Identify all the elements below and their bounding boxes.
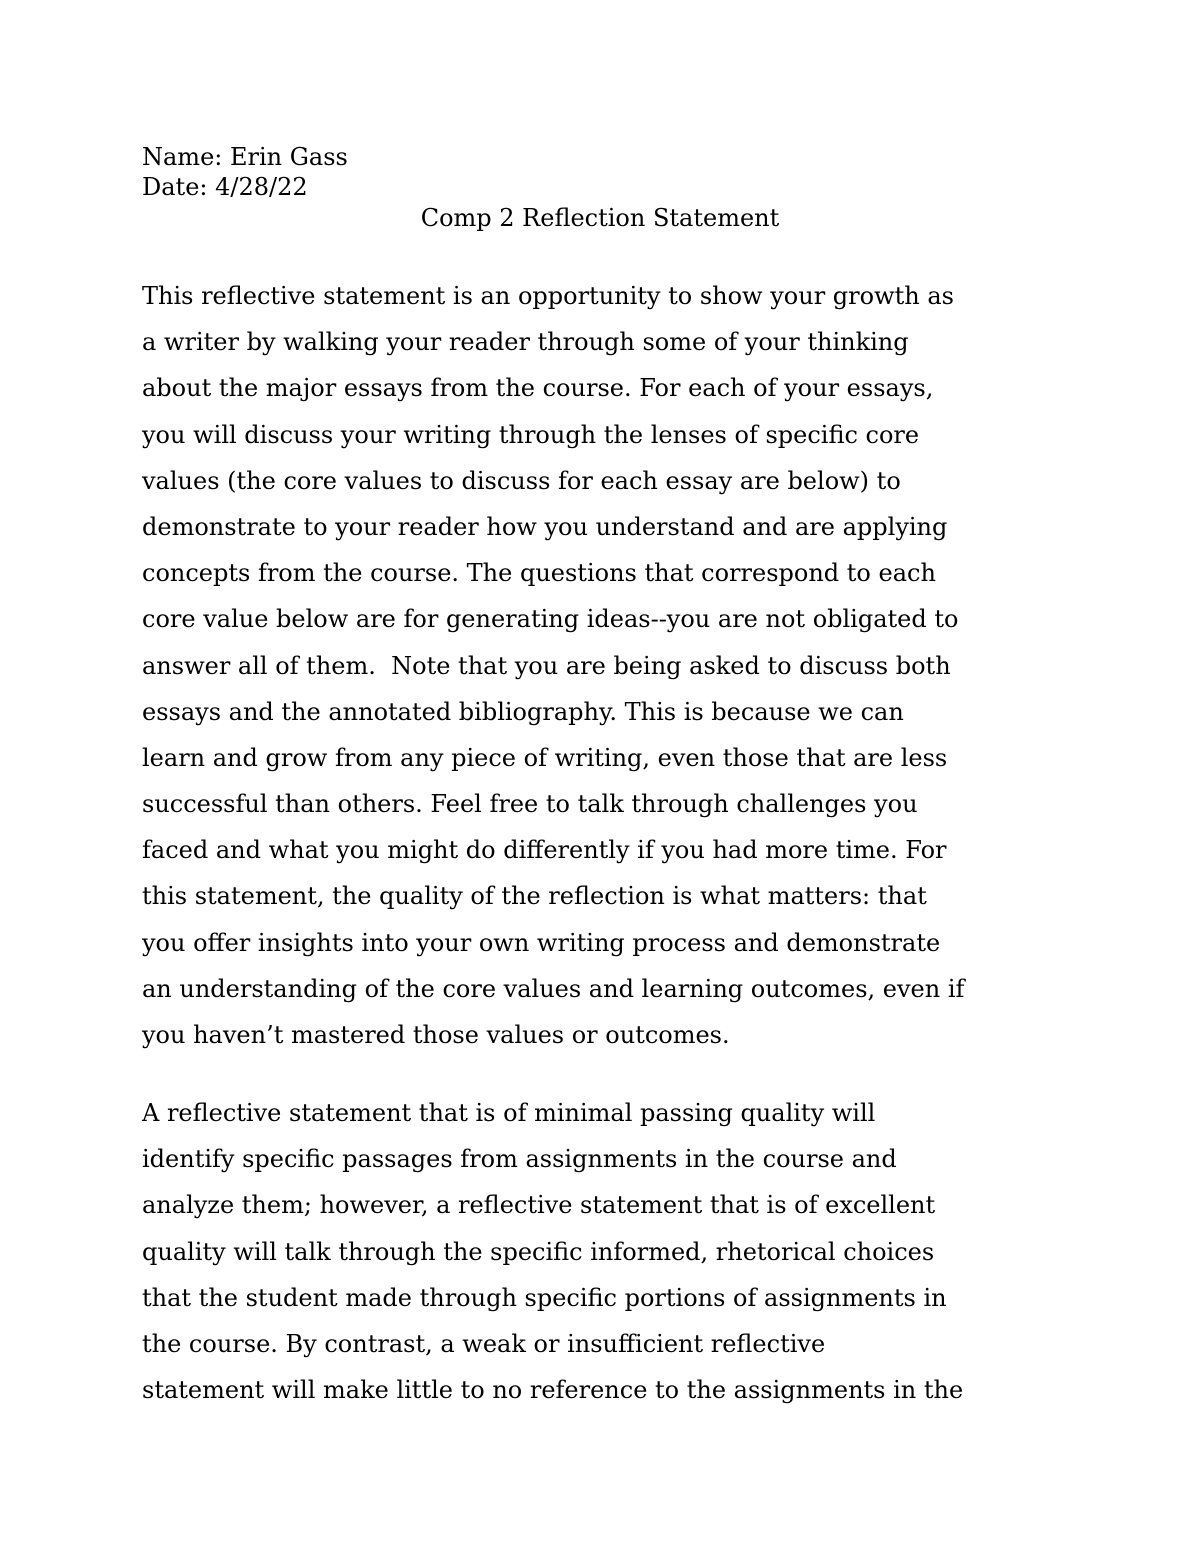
document-title: Comp 2 Reflection Statement <box>420 204 780 232</box>
text-line: essays and the annotated bibliography. This is because we can <box>142 697 904 726</box>
text-line: successful than others. Feel free to talk through challenges you <box>142 790 918 819</box>
paragraph-instructions <box>142 281 1062 1066</box>
text-line: A reflective statement that is of minimal passing quality will <box>142 1099 876 1127</box>
text-line: an understanding of the core values and learning outcomes, even if <box>142 974 965 1003</box>
text-line: the course. By contrast, a weak or insufficient reflective <box>142 1329 826 1358</box>
name-line: Name: Erin Gass <box>142 143 348 171</box>
text-line: a writer by walking your reader through some of your thinking <box>142 328 909 357</box>
text-line: you will discuss your writing through the lenses of specific core <box>142 420 920 449</box>
text-line: statement will make little to no reference to the assignments in the <box>142 1376 964 1405</box>
text-line: faced and what you might do differently if you had more time. For <box>142 836 947 865</box>
text-line: you offer insights into your own writing process and demonstrate <box>142 928 941 957</box>
text-line: core value below are for generating ideas--you are not obligated to <box>142 605 959 634</box>
text-line: that the student made through specific portions of assignments in <box>142 1283 947 1312</box>
text-line: answer all of them. Note that you are being asked to discuss both <box>142 651 951 680</box>
text-line: values (the core values to discuss for each essay are below) to <box>142 466 901 495</box>
text-line: identify specific passages from assignments in the course and <box>142 1145 897 1174</box>
text-line: quality will talk through the specific informed, rhetorical choices <box>142 1237 935 1266</box>
paragraph-grading <box>142 1098 1062 1421</box>
text-line: you haven’t mastered those values or outcomes. <box>142 1021 730 1049</box>
text-line: this statement, the quality of the reflection is what matters: that <box>142 882 927 911</box>
text-line: demonstrate to your reader how you understand and are applying <box>142 512 948 541</box>
date-line: Date: 4/28/22 <box>142 173 308 201</box>
text-line: concepts from the course. The questions that correspond to each <box>142 559 936 588</box>
text-line: This reflective statement is an opportunity to show your growth as <box>142 282 954 310</box>
text-line: about the major essays from the course. For each of your essays, <box>142 374 934 403</box>
text-line: analyze them; however, a reflective statement that is of excellent <box>142 1191 936 1220</box>
text-line: learn and grow from any piece of writing, even those that are less <box>142 743 948 772</box>
